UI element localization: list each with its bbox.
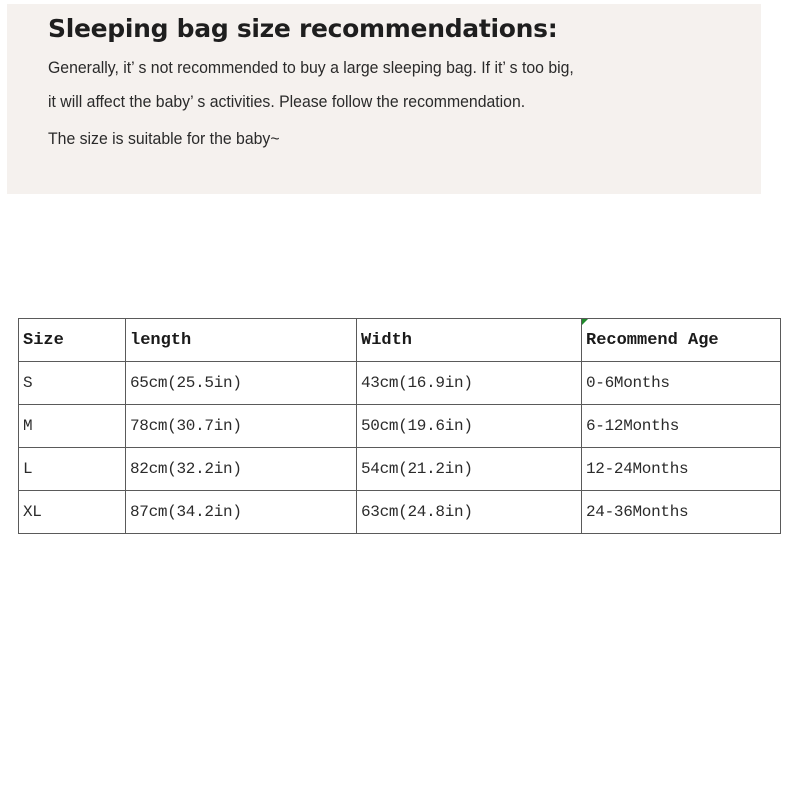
cell-size: L (19, 448, 126, 491)
page-title: Sleeping bag size recommendations: (48, 14, 558, 43)
cell-age: 0-6Months (582, 362, 781, 405)
header-width: Width (357, 319, 582, 362)
cell-age: 24-36Months (582, 491, 781, 534)
intro-paragraph-line-3: The size is suitable for the baby~ (48, 129, 280, 148)
cell-size: S (19, 362, 126, 405)
header-recommend-age (582, 319, 781, 362)
cell-length: 87cm(34.2in) (126, 491, 357, 534)
cell-width: 63cm(24.8in) (357, 491, 582, 534)
cell-width: 54cm(21.2in) (357, 448, 582, 491)
cell-length: 82cm(32.2in) (126, 448, 357, 491)
cell-size: XL (19, 491, 126, 534)
table-row (19, 405, 781, 448)
intro-paragraph-line-2: it will affect the baby’ s activities. Please follow the recommendation. (48, 92, 526, 111)
table-row (19, 491, 781, 534)
cell-age: 6-12Months (582, 405, 781, 448)
cell-length: 78cm(30.7in) (126, 405, 357, 448)
table-header-row (19, 319, 781, 362)
cell-size: M (19, 405, 126, 448)
cell-width: 43cm(16.9in) (357, 362, 582, 405)
header-length: length (126, 319, 357, 362)
size-chart-table (18, 318, 781, 534)
table-row (19, 448, 781, 491)
cell-width: 50cm(19.6in) (357, 405, 582, 448)
cell-length: 65cm(25.5in) (126, 362, 357, 405)
header-size: Size (19, 319, 126, 362)
intro-paragraph-line-1: Generally, it’ s not recommended to buy a large sleeping bag. If it’ s too big, (48, 58, 574, 77)
cell-age: 12-24Months (582, 448, 781, 491)
header-recommend-age-label: Recommend Age (586, 330, 719, 350)
comment-indicator-icon (582, 319, 588, 325)
table-row (19, 362, 781, 405)
